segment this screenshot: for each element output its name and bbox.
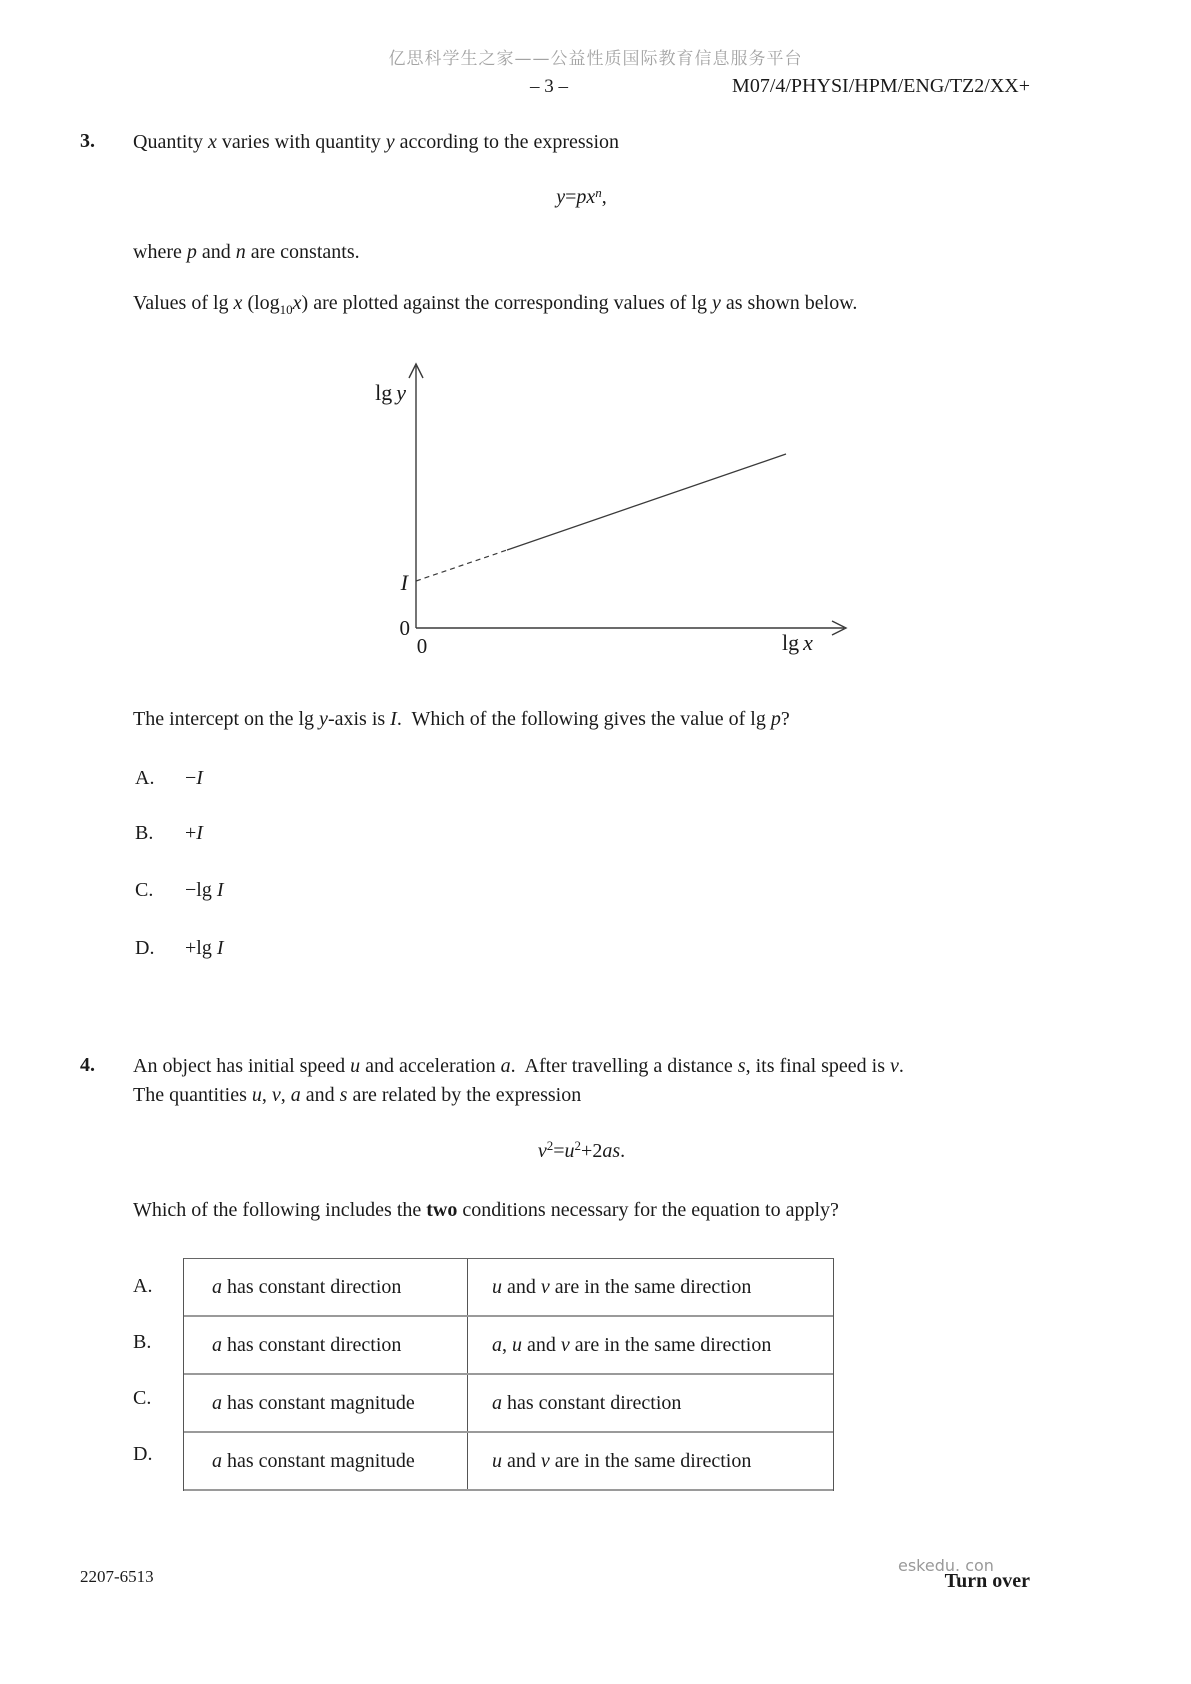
q3-option-a: A. −I (135, 767, 203, 789)
dashed-extrapolation-line (416, 550, 507, 581)
turn-over-label: Turn over (944, 1570, 1030, 1592)
question-3-number: 3. (80, 130, 95, 152)
table-row (184, 1259, 833, 1317)
table-cell: a has constant direction (184, 1259, 468, 1315)
table-cell: a has constant magnitude (184, 1375, 468, 1431)
footer-watermark: eskedu. con (898, 1556, 994, 1575)
table-cell: a , u and v are in the same direction (492, 1333, 772, 1356)
origin-zero-x: 0 (416, 634, 428, 658)
q4-row-label-b: B. (133, 1331, 152, 1353)
header-watermark: 亿思科学生之家——公益性质国际教育信息服务平台 (388, 49, 803, 69)
table-row (184, 1433, 833, 1491)
question-4-equation: $v^2=u^2+2as$. (537, 1138, 626, 1162)
origin-zero-y: 0 (399, 616, 410, 640)
table-cell: a has constant direction (184, 1317, 468, 1373)
question-3-plotted-line: Values of lg x $(\log_{10}x)$ are plotted against the corresponding values of lg y as shown below. (133, 292, 858, 317)
intercept-label: I (400, 570, 408, 595)
question-3-intro: Quantity x varies with quantity y according to the expression (133, 131, 620, 153)
data-line (507, 454, 786, 550)
table-cell: a has constant magnitude (184, 1433, 468, 1489)
table-cell: a has constant direction (492, 1391, 682, 1414)
table-cell: u and v are in the same direction (492, 1449, 752, 1472)
q4-row-label-a: A. (133, 1275, 153, 1297)
question-4-line1: An object has initial speed u and acceleration a. After travelling a distance s, its final speed is v. (133, 1055, 904, 1077)
question-4-question-line: Which of the following includes the two conditions necessary for the equation to apply? (133, 1199, 839, 1221)
q4-row-label-d: D. (133, 1443, 153, 1465)
footer-code: 2207-6513 (80, 1567, 154, 1586)
table-cell: u and v are in the same direction (492, 1275, 752, 1298)
question-4-number: 4. (80, 1054, 95, 1076)
table-row (184, 1317, 833, 1375)
page-number: – 3 – (530, 76, 568, 97)
question-3-question-line: The intercept on the lg y-axis is I. Which of the following gives the value of lg p? (133, 708, 790, 730)
question-3-constants: where p and n are constants. (133, 241, 360, 263)
q3-option-d: D. +lg I (135, 937, 224, 959)
log-log-graph (330, 340, 870, 660)
q3-option-c: C. −lg I (135, 879, 224, 901)
q4-conditions-table (183, 1258, 834, 1491)
q3-option-b: B. +I (135, 822, 203, 844)
table-row (184, 1375, 833, 1433)
y-axis-label: lg y (375, 380, 406, 405)
paper-code: M07/4/PHYSI/HPM/ENG/TZ2/XX+ (732, 75, 1030, 97)
question-4-line2: The quantities u, v, a and s are related by the expression (133, 1084, 582, 1106)
x-axis-label: lg x (782, 630, 813, 655)
question-3-equation: $y=px^n$, (556, 185, 607, 208)
q4-row-label-c: C. (133, 1387, 152, 1409)
